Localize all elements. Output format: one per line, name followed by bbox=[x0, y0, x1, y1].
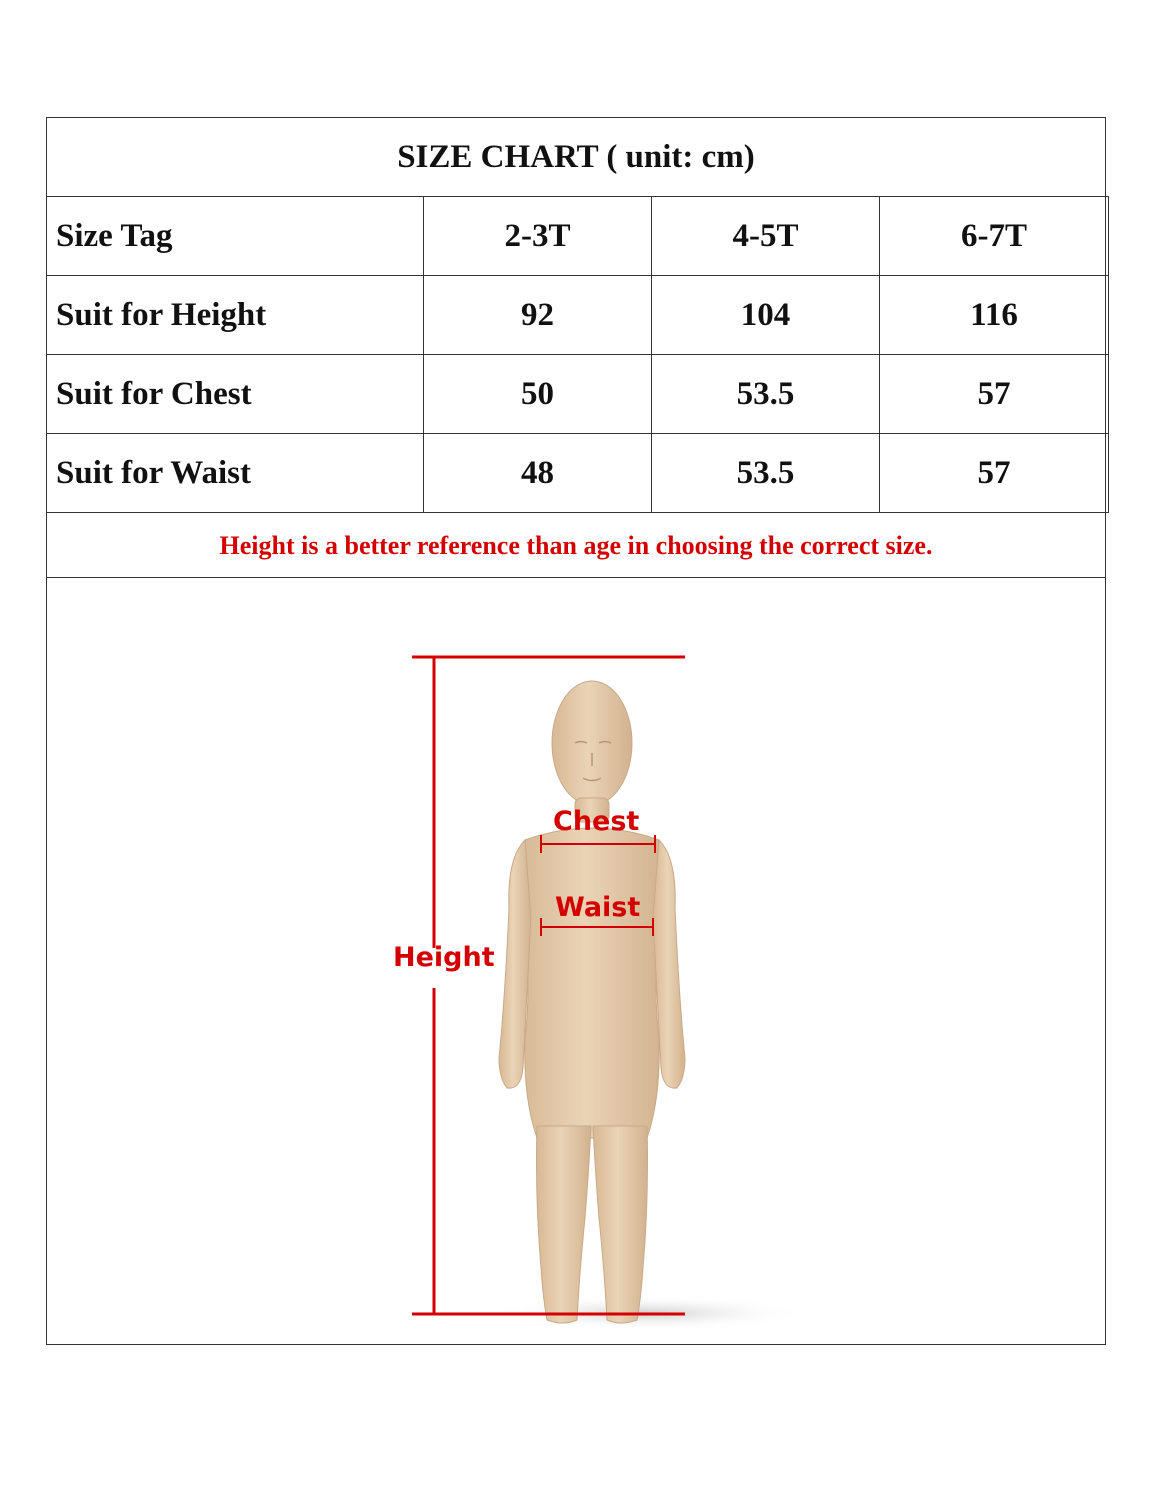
height-label: Height bbox=[393, 942, 495, 973]
cell-chest-2-3t: 50 bbox=[424, 355, 652, 434]
size-note: Height is a better reference than age in choosing the correct size. bbox=[47, 514, 1105, 578]
column-header-2-3t: 2-3T bbox=[424, 197, 652, 276]
table-header-row bbox=[47, 197, 1109, 276]
row-label-height: Suit for Height bbox=[47, 276, 424, 355]
cell-waist-6-7t: 57 bbox=[880, 434, 1109, 513]
table-row-waist bbox=[47, 434, 1109, 513]
column-header-4-5t: 4-5T bbox=[652, 197, 880, 276]
table-row-height bbox=[47, 276, 1109, 355]
cell-waist-4-5t: 53.5 bbox=[652, 434, 880, 513]
cell-chest-4-5t: 53.5 bbox=[652, 355, 880, 434]
row-label-waist: Suit for Waist bbox=[47, 434, 424, 513]
cell-height-4-5t: 104 bbox=[652, 276, 880, 355]
cell-chest-6-7t: 57 bbox=[880, 355, 1109, 434]
size-table bbox=[46, 196, 1109, 513]
measurement-figure bbox=[47, 578, 1105, 1344]
mannequin bbox=[499, 681, 685, 1323]
cell-waist-2-3t: 48 bbox=[424, 434, 652, 513]
table-row-chest bbox=[47, 355, 1109, 434]
column-header-6-7t: 6-7T bbox=[880, 197, 1109, 276]
size-chart bbox=[46, 117, 1106, 1345]
mannequin-illustration bbox=[47, 578, 1107, 1344]
chest-label: Chest bbox=[553, 806, 640, 837]
column-header-size-tag: Size Tag bbox=[47, 197, 424, 276]
size-chart-title: SIZE CHART ( unit: cm) bbox=[47, 118, 1105, 197]
cell-height-2-3t: 92 bbox=[424, 276, 652, 355]
cell-height-6-7t: 116 bbox=[880, 276, 1109, 355]
waist-label: Waist bbox=[555, 892, 641, 923]
row-label-chest: Suit for Chest bbox=[47, 355, 424, 434]
